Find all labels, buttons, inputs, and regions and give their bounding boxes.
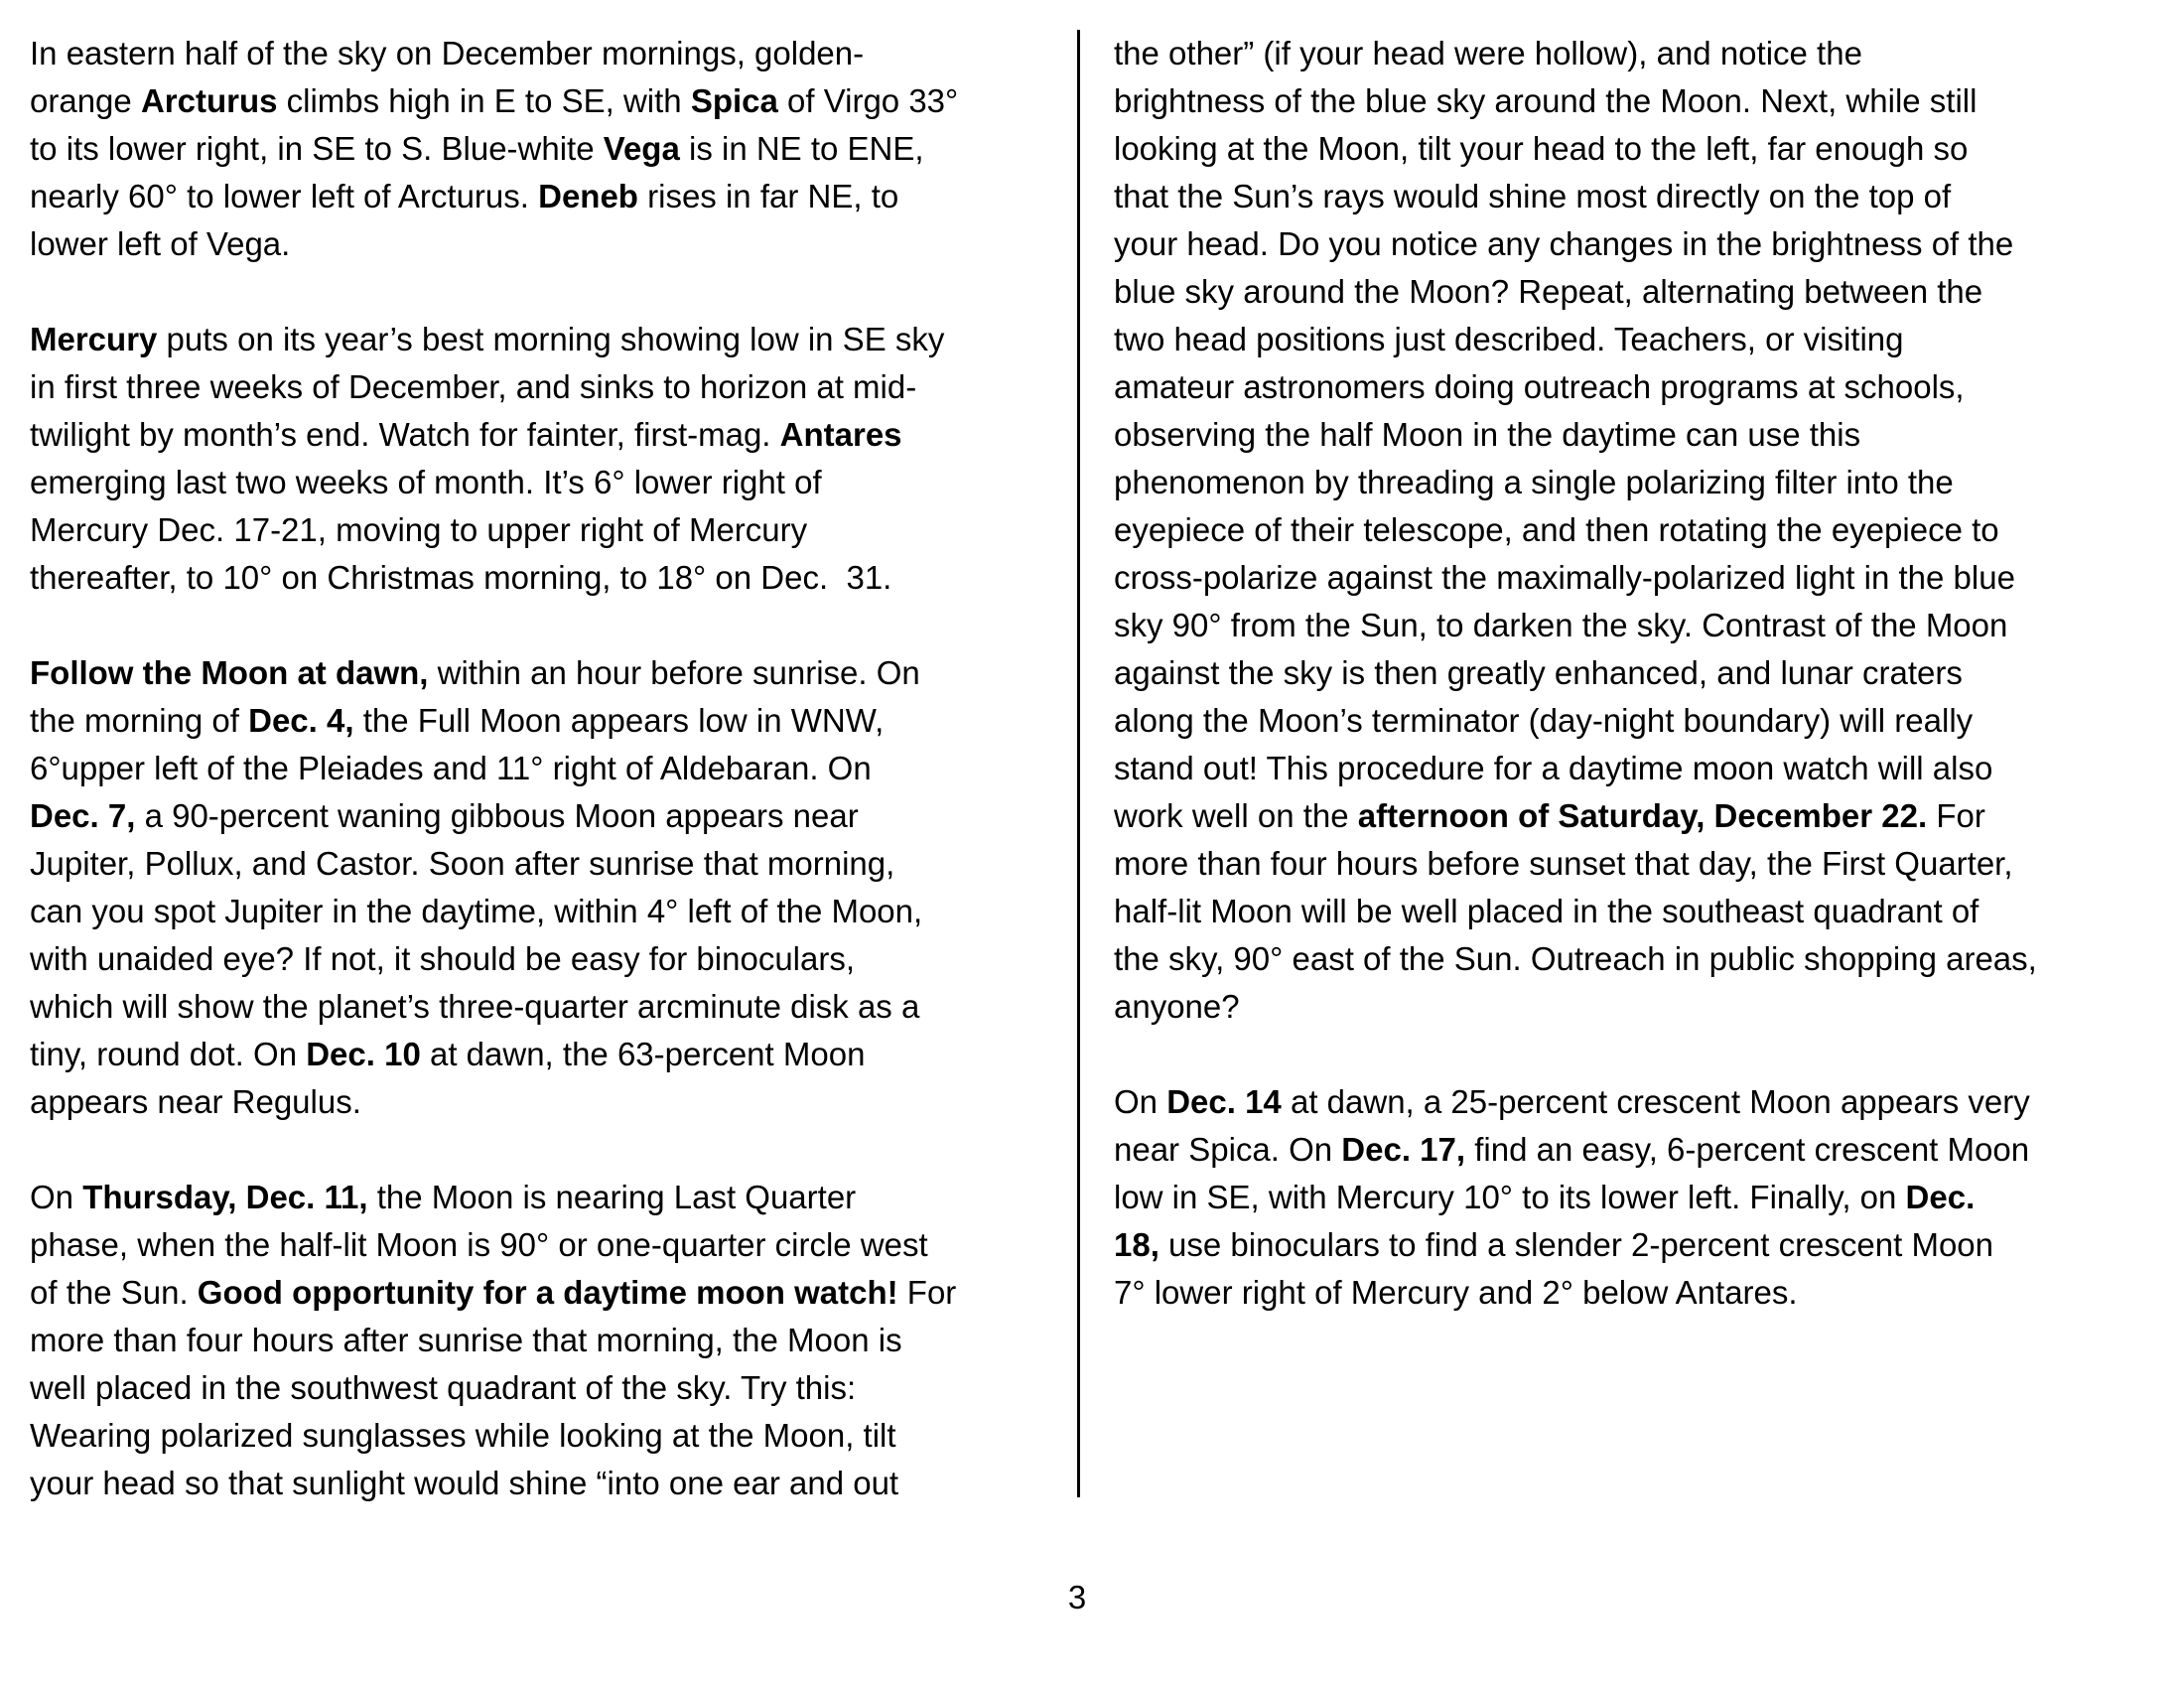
text-run: your head. Do you notice any changes in the brightness of the bbox=[1114, 225, 2014, 262]
text-run: within an hour before sunrise. On bbox=[428, 654, 920, 691]
text-line bbox=[30, 316, 1062, 363]
text-line bbox=[1114, 506, 2166, 554]
text-run: Jupiter, Pollux, and Castor. Soon after sunrise that morning, bbox=[30, 845, 895, 882]
text-run: phase, when the half-lit Moon is 90° or one-quarter circle west bbox=[30, 1226, 928, 1263]
left-text-column bbox=[30, 30, 1062, 1507]
text-line bbox=[1114, 649, 2166, 697]
text-line bbox=[30, 792, 1062, 840]
text-line bbox=[1114, 983, 2166, 1031]
text-line bbox=[1114, 268, 2166, 316]
text-line bbox=[1114, 411, 2166, 459]
text-line bbox=[30, 411, 1062, 459]
text-run: the other” (if your head were hollow), and notice the bbox=[1114, 35, 1862, 71]
text-run: is in NE to ENE, bbox=[679, 130, 924, 167]
text-run: orange bbox=[30, 82, 141, 119]
text-line bbox=[1114, 1174, 2166, 1221]
text-run: the Full Moon appears low in WNW, bbox=[353, 702, 885, 739]
text-line bbox=[1114, 173, 2166, 220]
text-line bbox=[30, 1460, 1062, 1507]
text-line bbox=[1114, 77, 2166, 125]
text-line bbox=[30, 1078, 1062, 1126]
bold-text-run: Follow the Moon at dawn, bbox=[30, 654, 429, 691]
bold-text-run: Antares bbox=[779, 416, 902, 453]
text-line bbox=[30, 935, 1062, 983]
text-line bbox=[1114, 1269, 2166, 1317]
paragraph bbox=[1114, 1078, 2166, 1317]
bold-text-run: Good opportunity for a daytime moon watch! bbox=[197, 1274, 898, 1311]
text-run: twilight by month’s end. Watch for fainter, first-mag. bbox=[30, 416, 780, 453]
text-line bbox=[30, 77, 1062, 125]
text-run: observing the half Moon in the daytime can use this bbox=[1114, 416, 1861, 453]
text-run: work well on the bbox=[1114, 797, 1358, 834]
text-line bbox=[30, 506, 1062, 554]
text-run: emerging last two weeks of month. It’s 6° lower right of bbox=[30, 464, 822, 500]
text-line bbox=[1114, 1221, 2166, 1269]
text-line bbox=[1114, 792, 2166, 840]
text-line bbox=[30, 1221, 1062, 1269]
text-line bbox=[1114, 1078, 2166, 1126]
text-line bbox=[1114, 554, 2166, 602]
text-line bbox=[30, 840, 1062, 888]
bold-text-run: Mercury bbox=[30, 321, 158, 357]
text-run: more than four hours after sunrise that morning, the Moon is bbox=[30, 1322, 902, 1358]
text-line bbox=[30, 173, 1062, 220]
text-run: against the sky is then greatly enhanced, and lunar craters bbox=[1114, 654, 1963, 691]
text-run: stand out! This procedure for a daytime moon watch will also bbox=[1114, 750, 1993, 786]
bold-text-run: Dec. 4, bbox=[248, 702, 354, 739]
text-run: to its lower right, in SE to S. Blue-white bbox=[30, 130, 604, 167]
text-line bbox=[1114, 363, 2166, 411]
paragraph bbox=[30, 649, 1062, 1126]
bold-text-run: 18, bbox=[1114, 1226, 1160, 1263]
text-line bbox=[1114, 745, 2166, 792]
text-run: lower left of Vega. bbox=[30, 225, 291, 262]
text-run: use binoculars to find a slender 2-percent crescent Moon bbox=[1159, 1226, 1994, 1263]
text-line bbox=[30, 30, 1062, 77]
text-line bbox=[30, 697, 1062, 745]
text-line bbox=[30, 888, 1062, 935]
text-run: For bbox=[1927, 797, 1985, 834]
text-run: at dawn, a 25-percent crescent Moon appears very bbox=[1281, 1083, 2030, 1120]
text-run: well placed in the southwest quadrant of the sky. Try this: bbox=[30, 1369, 857, 1406]
text-run: which will show the planet’s three-quarter arcminute disk as a bbox=[30, 988, 920, 1025]
bold-text-run: Deneb bbox=[538, 178, 638, 214]
text-line bbox=[1114, 840, 2166, 888]
text-run: amateur astronomers doing outreach programs at schools, bbox=[1114, 368, 1965, 405]
text-line bbox=[1114, 935, 2166, 983]
bold-text-run: afternoon of Saturday, December 22. bbox=[1357, 797, 1928, 834]
text-line bbox=[30, 125, 1062, 173]
text-line bbox=[30, 1412, 1062, 1460]
text-run: more than four hours before sunset that day, the First Quarter, bbox=[1114, 845, 2013, 882]
text-run: puts on its year’s best morning showing low in SE sky bbox=[157, 321, 945, 357]
text-run: nearly 60° to lower left of Arcturus. bbox=[30, 178, 539, 214]
text-line bbox=[30, 459, 1062, 506]
text-run: of Virgo 33° bbox=[777, 82, 959, 119]
bold-text-run: Spica bbox=[690, 82, 778, 119]
bold-text-run: Dec. bbox=[1905, 1179, 1976, 1215]
text-run: low in SE, with Mercury 10° to its lower left. Finally, on bbox=[1114, 1179, 1906, 1215]
text-run: can you spot Jupiter in the daytime, within 4° left of the Moon, bbox=[30, 893, 923, 929]
text-line bbox=[1114, 220, 2166, 268]
text-run: Mercury Dec. 17-21, moving to upper right of Mercury bbox=[30, 511, 808, 548]
text-run: phenomenon by threading a single polarizing filter into the bbox=[1114, 464, 1954, 500]
text-line bbox=[1114, 316, 2166, 363]
text-line bbox=[30, 554, 1062, 602]
paragraph bbox=[30, 316, 1062, 602]
text-line bbox=[30, 1031, 1062, 1078]
text-run: the sky, 90° east of the Sun. Outreach in public shopping areas, bbox=[1114, 940, 2037, 977]
bold-text-run: Dec. 14 bbox=[1166, 1083, 1282, 1120]
text-line bbox=[30, 983, 1062, 1031]
text-run: eyepiece of their telescope, and then rotating the eyepiece to bbox=[1114, 511, 1999, 548]
text-run: that the Sun’s rays would shine most directly on the top of bbox=[1114, 178, 1952, 214]
text-line bbox=[1114, 697, 2166, 745]
text-line bbox=[30, 1317, 1062, 1364]
text-run: half-lit Moon will be well placed in the southeast quadrant of bbox=[1114, 893, 1979, 929]
text-run: cross-polarize against the maximally-polarized light in the blue bbox=[1114, 559, 2015, 596]
text-run: a 90-percent waning gibbous Moon appears near bbox=[135, 797, 859, 834]
text-run: in first three weeks of December, and sinks to horizon at mid- bbox=[30, 368, 917, 405]
text-line bbox=[1114, 1126, 2166, 1174]
text-run: with unaided eye? If not, it should be easy for binoculars, bbox=[30, 940, 856, 977]
text-run: the Moon is nearing Last Quarter bbox=[367, 1179, 857, 1215]
bold-text-run: Thursday, Dec. 11, bbox=[82, 1179, 368, 1215]
right-text-column bbox=[1114, 30, 2166, 1317]
text-run: near Spica. On bbox=[1114, 1131, 1342, 1168]
text-run: rises in far NE, to bbox=[637, 178, 899, 214]
text-run: For bbox=[897, 1274, 957, 1311]
text-line bbox=[1114, 602, 2166, 649]
paragraph bbox=[30, 30, 1062, 268]
text-run: at dawn, the 63-percent Moon bbox=[420, 1036, 866, 1072]
text-run: blue sky around the Moon? Repeat, alternating between the bbox=[1114, 273, 1983, 310]
text-run: On bbox=[1114, 1083, 1167, 1120]
text-line bbox=[1114, 888, 2166, 935]
text-run: appears near Regulus. bbox=[30, 1083, 361, 1120]
text-line bbox=[1114, 30, 2166, 77]
text-line bbox=[30, 1174, 1062, 1221]
text-line bbox=[30, 220, 1062, 268]
text-run: the morning of bbox=[30, 702, 249, 739]
paragraph bbox=[30, 1174, 1062, 1507]
paragraph bbox=[1114, 30, 2166, 1031]
text-run: two head positions just described. Teachers, or visiting bbox=[1114, 321, 1904, 357]
text-line bbox=[1114, 459, 2166, 506]
text-run: climbs high in E to SE, with bbox=[277, 82, 691, 119]
text-run: Wearing polarized sunglasses while looking at the Moon, tilt bbox=[30, 1417, 896, 1454]
bold-text-run: Dec. 10 bbox=[306, 1036, 421, 1072]
text-run: In eastern half of the sky on December mornings, golden- bbox=[30, 35, 865, 71]
text-run: 6°upper left of the Pleiades and 11° right of Aldebaran. On bbox=[30, 750, 872, 786]
bold-text-run: Arcturus bbox=[140, 82, 278, 119]
text-line bbox=[30, 745, 1062, 792]
bold-text-run: Dec. 7, bbox=[30, 797, 136, 834]
bold-text-run: Vega bbox=[603, 130, 680, 167]
text-run: looking at the Moon, tilt your head to the left, far enough so bbox=[1114, 130, 1969, 167]
text-run: of the Sun. bbox=[30, 1274, 198, 1311]
text-line bbox=[30, 1364, 1062, 1412]
text-run: anyone? bbox=[1114, 988, 1240, 1025]
text-line bbox=[30, 363, 1062, 411]
page-number: 3 bbox=[1067, 1579, 1087, 1616]
bold-text-run: Dec. 17, bbox=[1341, 1131, 1466, 1168]
text-run: 7° lower right of Mercury and 2° below Antares. bbox=[1114, 1274, 1798, 1311]
text-run: along the Moon’s terminator (day-night boundary) will really bbox=[1114, 702, 1974, 739]
text-run: tiny, round dot. On bbox=[30, 1036, 307, 1072]
text-run: thereafter, to 10° on Christmas morning, to 18° on Dec. 31. bbox=[30, 559, 892, 596]
text-run: brightness of the blue sky around the Moon. Next, while still bbox=[1114, 82, 1978, 119]
text-run: find an easy, 6-percent crescent Moon bbox=[1465, 1131, 2030, 1168]
text-line bbox=[30, 1269, 1062, 1317]
text-run: On bbox=[30, 1179, 83, 1215]
text-run: sky 90° from the Sun, to darken the sky. Contrast of the Moon bbox=[1114, 607, 2008, 643]
text-line bbox=[1114, 125, 2166, 173]
text-run: your head so that sunlight would shine “into one ear and out bbox=[30, 1465, 899, 1501]
column-divider-rule bbox=[1077, 30, 1080, 1497]
text-line bbox=[30, 649, 1062, 697]
